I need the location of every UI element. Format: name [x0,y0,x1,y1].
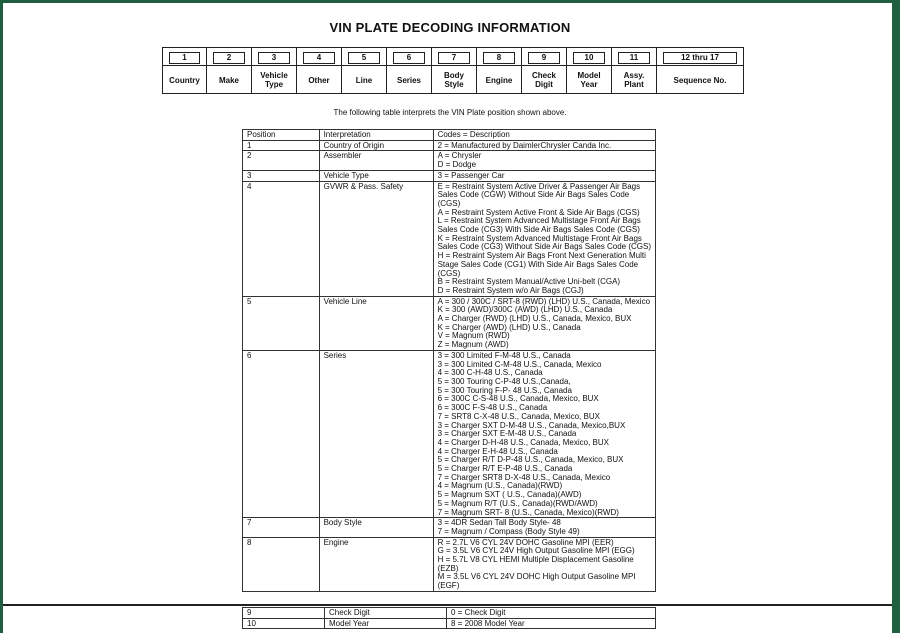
vin-position-label: Assy. Plant [623,71,645,89]
row-interpretation: Body Style [319,518,433,537]
vin-position-label: Series [396,75,422,85]
vin-position-cell [251,48,296,93]
vin-position-cell [206,48,251,93]
row-interpretation: Country of Origin [319,140,433,151]
row-position: 1 [243,140,320,151]
row-interpretation: GVWR & Pass. Safety [319,181,433,296]
code-line: H = Restraint System Air Bags Front Next Generation Multi [437,251,646,261]
row-interpretation: Engine [319,537,433,591]
vin-position-number: 11 [618,52,650,64]
row-interpretation: Assembler [319,151,433,170]
code-line: 5 = 300 Touring F-P- 48 U.S., Canada [437,385,572,395]
code-line: 5 = 300 Touring C-P-48 U.S.,Canada, [437,376,571,386]
vin-cell-divider [387,65,431,66]
code-line: (EGF) [437,581,460,591]
row-position: 4 [243,181,320,296]
vin-position-number: 9 [528,52,560,64]
code-line: Stage Sales Code (CG1) With Side Air Bags Sales Code [437,259,639,269]
vin-position-strip [162,47,744,94]
row-codes [433,151,655,170]
code-line: Sales Code (CG3) With Side Air Bags Sales Code (CGS) [437,225,640,235]
code-line: 2 = Manufactured by DaimlerChrysler Canda Inc. [437,140,612,150]
row-position: 3 [243,170,320,181]
vin-cell-divider [297,65,341,66]
vin-cell-divider [252,65,296,66]
vin-position-cell [431,48,476,93]
vin-position-number: 2 [213,52,245,64]
vin-decode-table-continued [242,607,656,629]
table-row [243,618,656,629]
row-position: 8 [243,537,320,591]
code-line: A = Charger (RWD) (LHD) U.S., Canada, Mexico, BUX [437,314,632,324]
row-interpretation: Vehicle Type [319,170,433,181]
code-line: D = Restraint System w/o Air Bags (CGJ) [437,285,584,295]
vin-cell-divider [657,65,743,66]
vin-position-label: Sequence No. [673,75,727,85]
vin-position-cell [611,48,656,93]
row-codes [433,537,655,591]
code-line: 3 = Charger SXT D-M-48 U.S., Canada, Mexico,BUX [437,420,626,430]
row-interpretation: Series [319,350,433,517]
code-line: E = Restraint System Active Driver & Passenger Air Bags [437,181,641,191]
code-line: A = Restraint System Active Front & Side Air Bags (CGS) [437,207,640,217]
scan-border-left [0,0,3,633]
vin-position-number: 8 [483,52,515,64]
code-line: D = Dodge [437,160,477,170]
page-title: VIN PLATE DECODING INFORMATION [329,20,571,35]
row-position: 9 [243,608,325,619]
row-position: 10 [243,618,325,629]
code-line: 4 = Magnum (U.S., Canada)(RWD) [437,481,563,491]
row-codes: 0 = Check Digit [447,608,656,619]
scan-border-top [0,0,900,3]
scan-border-right [892,0,900,633]
vin-position-label: Make [218,75,239,85]
row-codes [433,181,655,296]
code-line: 6 = 300C C-S-48 U.S., Canada, Mexico, BUX [437,394,599,404]
code-line: 5 = Charger R/T E-P-48 U.S., Canada [437,464,573,474]
row-position: 7 [243,518,320,537]
code-line: 3 = Charger SXT E-M-48 U.S., Canada [437,429,577,439]
vin-position-label: Model Year [577,71,601,89]
vin-cell-divider [207,65,251,66]
code-line: (CGS) [437,268,461,278]
table-row [243,140,656,151]
code-line: A = 300 / 300C / SRT-8 (RWD) (LHD) U.S., Canada, Mexico [437,296,651,306]
code-line: 7 = SRT8 C-X-48 U.S., Canada, Mexico, BUX [437,411,600,421]
code-line: Z = Magnum (AWD) [437,340,509,350]
table-row [243,537,656,591]
vin-cell-divider [567,65,611,66]
row-interpretation: Vehicle Line [319,296,433,350]
vin-position-label: Engine [485,75,513,85]
code-line: K = Restraint System Advanced Multistage Front Air Bags [437,233,642,243]
code-line: 5 = Magnum SXT ( U.S., Canada)(AWD) [437,490,582,500]
code-line: K = 300 (AWD)/300C (AWD) (LHD) U.S., Canada [437,305,613,315]
vin-cell-divider [342,65,386,66]
row-codes [433,140,655,151]
code-line: 5 = Charger R/T D-P-48 U.S., Canada, Mexico, BUX [437,455,624,465]
code-line: G = 3.5L V6 CYL 24V High Output Gasoline MPI (EGG) [437,546,635,556]
code-line: K = Charger (AWD) (LHD) U.S., Canada [437,322,581,332]
vin-position-label: Check Digit [531,71,556,89]
code-line: 7 = Charger SRT8 D-X-48 U.S., Canada, Mexico [437,472,611,482]
vin-position-label: Other [308,75,330,85]
vin-cell-divider [612,65,656,66]
table-row [243,350,656,517]
code-line: Sales Code (CGW) Without Side Air Bags Sales Code [437,190,630,200]
vin-position-number: 6 [393,52,425,64]
code-line: (EZB) [437,563,459,573]
row-position: 5 [243,296,320,350]
header-position: Position [243,130,320,141]
vin-cell-divider [477,65,521,66]
vin-position-cell [566,48,611,93]
vin-position-number: 4 [303,52,335,64]
vin-position-label: Body Style [444,71,464,89]
page-fold-line [3,604,892,606]
row-position: 2 [243,151,320,170]
code-line: 7 = Magnum / Compass (Body Style 49) [437,526,580,536]
table-header-row [243,130,656,141]
vin-cell-divider [522,65,566,66]
vin-position-cell [476,48,521,93]
code-line: 7 = Magnum SRT- 8 (U.S., Canada, Mexico)(RWD) [437,507,619,517]
code-line: Sales Code (CG3) Without Side Air Bags Sales Code (CGS) [437,242,651,252]
code-line: 3 = 4DR Sedan Tall Body Style- 48 [437,518,561,528]
row-codes: 8 = 2008 Model Year [447,618,656,629]
table-row [243,170,656,181]
code-line: M = 3.5L V6 CYL 24V DOHC High Output Gasoline MPI [437,572,636,582]
code-line: 3 = 300 Limited C-M-48 U.S., Canada, Mexico [437,359,602,369]
vin-position-label: Line [355,75,373,85]
row-codes [433,518,655,537]
row-codes [433,296,655,350]
vin-position-number: 3 [258,52,290,64]
row-interpretation: Check Digit [325,608,447,619]
intro-text: The following table interprets the VIN Plate position shown above. [333,108,567,117]
vin-position-label: Vehicle Type [260,71,288,89]
vin-position-number: 5 [348,52,380,64]
vin-cell-divider [163,65,206,66]
row-codes [433,170,655,181]
table-row [243,181,656,296]
vin-decode-table [242,129,656,592]
vin-position-cell [386,48,431,93]
table-row [243,518,656,537]
vin-position-cell [296,48,341,93]
vin-cell-divider [432,65,476,66]
code-line: 6 = 300C F-S-48 U.S., Canada [437,403,548,413]
code-line: 4 = 300 C-H-48 U.S., Canada [437,368,543,378]
row-interpretation: Model Year [325,618,447,629]
table-row [243,296,656,350]
row-codes [433,350,655,517]
row-position: 6 [243,350,320,517]
vin-position-number: 7 [438,52,470,64]
code-line: (CGS) [437,198,461,208]
code-line: R = 2.7L V6 CYL 24V DOHC Gasoline MPI (EER) [437,537,614,547]
code-line: 4 = Charger D-H-48 U.S., Canada, Mexico, BUX [437,437,609,447]
code-line: 3 = 300 Limited F-M-48 U.S., Canada [437,350,571,360]
header-interpretation: Interpretation [319,130,433,141]
code-line: A = Chrysler [437,151,482,161]
code-line: 5 = Magnum R/T (U.S., Canada)(RWD/AWD) [437,498,598,508]
header-codes: Codes = Description [433,130,655,141]
code-line: 4 = Charger E-H-48 U.S., Canada [437,446,558,456]
vin-position-number: 1 [169,52,200,64]
table-row [243,608,656,619]
vin-position-number: 10 [573,52,605,64]
code-line: B = Restraint System Manual/Active Uni-belt (CGA) [437,277,621,287]
code-line: L = Restraint System Advanced Multistage Front Air Bags [437,216,641,226]
table-row [243,151,656,170]
vin-position-label: Country [169,75,200,85]
code-line: H = 5.7L V8 CYL HEMI Multiple Displacement Gasoline [437,555,634,565]
vin-position-cell [163,48,206,93]
code-line: 3 = Passenger Car [437,170,505,180]
vin-position-number: 12 thru 17 [663,52,737,64]
code-line: V = Magnum (RWD) [437,331,510,341]
vin-position-cell [656,48,743,93]
vin-position-cell [341,48,386,93]
vin-position-cell [521,48,566,93]
